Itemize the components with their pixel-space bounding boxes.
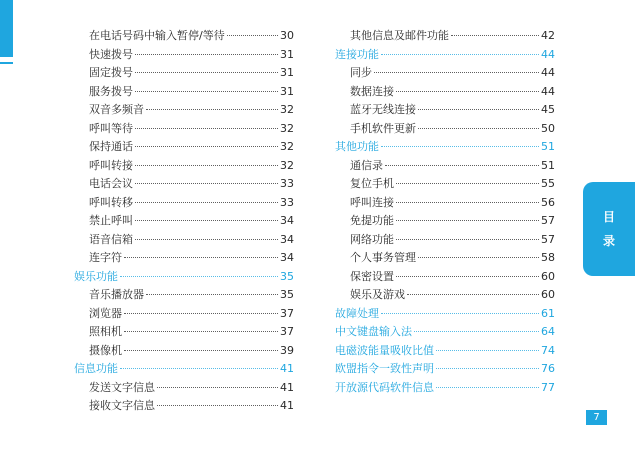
toc-section-entry[interactable] [335, 360, 555, 379]
dot-leader [124, 313, 278, 314]
toc-section-entry[interactable] [335, 379, 555, 398]
dot-leader [135, 72, 278, 73]
toc-entry-page: 34 [280, 251, 294, 264]
toc-entry-title: 其他功能 [335, 140, 379, 153]
dot-leader [451, 35, 539, 36]
dot-leader [396, 202, 539, 203]
toc-entry-page: 41 [280, 380, 294, 394]
toc-entry[interactable] [74, 249, 294, 268]
toc-entry-page: 74 [541, 343, 555, 357]
dot-leader [396, 91, 539, 92]
toc-entry-page: 32 [280, 103, 294, 116]
toc-entry[interactable] [74, 286, 294, 305]
dot-leader [396, 220, 539, 221]
toc-entry-page: 44 [541, 84, 555, 98]
toc-entry[interactable] [74, 323, 294, 342]
toc-entry-page: 32 [280, 158, 294, 172]
dot-leader [135, 146, 278, 147]
toc-entry-title: 发送文字信息 [89, 380, 155, 394]
toc-entry-page: 35 [280, 288, 294, 301]
toc-entry-page: 77 [541, 380, 555, 394]
toc-section-entry[interactable] [74, 360, 294, 379]
toc-entry-title: 照相机 [89, 325, 122, 338]
dot-leader [396, 276, 539, 277]
toc-entry-title: 娱乐及游戏 [350, 288, 405, 301]
toc-entry-title: 免提功能 [350, 214, 394, 227]
toc-entry-page: 32 [280, 121, 294, 135]
dot-leader [135, 128, 278, 129]
toc-entry[interactable] [335, 27, 555, 46]
toc-entry-title: 呼叫转接 [89, 158, 133, 172]
toc-entry[interactable] [335, 120, 555, 139]
dot-leader [124, 350, 278, 351]
toc-entry-page: 35 [280, 269, 294, 283]
toc-entry-page: 50 [541, 121, 555, 135]
toc-entry-title: 蓝牙无线连接 [350, 103, 416, 116]
dot-leader [374, 72, 539, 73]
toc-entry-title: 手机软件更新 [350, 121, 416, 135]
toc-entry-page: 44 [541, 66, 555, 79]
toc-entry-title: 中文键盘输入法 [335, 325, 412, 338]
toc-entry-page: 33 [280, 195, 294, 209]
dot-leader [385, 165, 539, 166]
dot-leader [120, 368, 278, 369]
dot-leader [436, 387, 539, 388]
dot-leader [135, 183, 278, 184]
toc-entry[interactable] [74, 231, 294, 250]
toc-entry-title: 固定拨号 [89, 66, 133, 79]
toc-entry-page: 34 [280, 214, 294, 227]
dot-leader [381, 54, 539, 55]
toc-entry-title: 个人事务管理 [350, 251, 416, 264]
toc-entry-title: 连字符 [89, 251, 122, 264]
toc-entry-title: 快速拨号 [89, 47, 133, 61]
dot-leader [418, 128, 539, 129]
toc-entry[interactable] [335, 286, 555, 305]
toc-entry[interactable] [74, 101, 294, 120]
toc-section-entry[interactable] [74, 268, 294, 287]
side-tab-char: 录 [602, 234, 615, 248]
toc-entry-title: 连接功能 [335, 47, 379, 61]
toc-entry[interactable] [335, 83, 555, 102]
toc-entry-page: 45 [541, 103, 555, 116]
toc-section-entry[interactable] [335, 305, 555, 324]
toc-entry-title: 保持通话 [89, 140, 133, 153]
toc-entry-page: 60 [541, 269, 555, 283]
dot-leader [418, 257, 539, 258]
toc-entry[interactable] [74, 194, 294, 213]
toc-section-entry[interactable] [335, 138, 555, 157]
toc-entry-page: 31 [280, 47, 294, 61]
toc-entry[interactable] [335, 101, 555, 120]
toc-entry-title: 电话会议 [89, 177, 133, 190]
toc-entry-title: 故障处理 [335, 306, 379, 320]
toc-entry-title: 娱乐功能 [74, 269, 118, 283]
dot-leader [124, 257, 278, 258]
toc-entry[interactable] [335, 157, 555, 176]
toc-entry[interactable] [74, 120, 294, 139]
toc-entry-title: 通信录 [350, 158, 383, 172]
dot-leader [414, 331, 539, 332]
toc-entry-page: 51 [541, 140, 555, 153]
toc-entry-title: 电磁波能量吸收比值 [335, 343, 434, 357]
toc-entry[interactable] [335, 175, 555, 194]
toc-entry-page: 34 [280, 232, 294, 246]
toc-entry-title: 服务拨号 [89, 84, 133, 98]
dot-leader [396, 239, 539, 240]
toc-entry[interactable] [74, 27, 294, 46]
toc-entry-title: 呼叫等待 [89, 121, 133, 135]
dot-leader [407, 294, 539, 295]
corner-accent-bar [0, 0, 13, 57]
dot-leader [436, 368, 539, 369]
toc-entry[interactable] [335, 231, 555, 250]
toc-entry-page: 31 [280, 84, 294, 98]
dot-leader [381, 146, 539, 147]
toc-entry[interactable] [335, 64, 555, 83]
toc-entry[interactable] [74, 83, 294, 102]
toc-right-column [335, 27, 555, 397]
dot-leader [418, 109, 539, 110]
dot-leader [381, 313, 539, 314]
toc-entry-title: 接收文字信息 [89, 399, 155, 412]
toc-entry[interactable] [74, 212, 294, 231]
toc-entry-page: 56 [541, 195, 555, 209]
toc-section-entry[interactable] [335, 323, 555, 342]
toc-entry[interactable] [74, 138, 294, 157]
toc-entry-page: 44 [541, 47, 555, 61]
toc-entry[interactable] [335, 268, 555, 287]
toc-entry-title: 保密设置 [350, 269, 394, 283]
toc-entry[interactable] [335, 212, 555, 231]
page-number: 7 [586, 410, 607, 425]
toc-entry-page: 57 [541, 214, 555, 227]
dot-leader [120, 276, 278, 277]
dot-leader [135, 239, 278, 240]
toc-entry-page: 32 [280, 140, 294, 153]
toc-entry[interactable] [74, 397, 294, 416]
toc-entry-title: 其他信息及邮件功能 [350, 29, 449, 42]
dot-leader [124, 331, 278, 332]
toc-entry-title: 禁止呼叫 [89, 214, 133, 227]
toc-section-entry[interactable] [335, 342, 555, 361]
contents-side-tab [583, 182, 635, 276]
toc-entry-page: 58 [541, 251, 555, 264]
toc-entry-page: 51 [541, 158, 555, 172]
toc-entry[interactable] [74, 46, 294, 65]
toc-entry[interactable] [74, 175, 294, 194]
toc-entry-page: 55 [541, 177, 555, 190]
dot-leader [135, 54, 278, 55]
toc-entry-page: 42 [541, 29, 555, 42]
toc-entry-title: 信息功能 [74, 362, 118, 375]
toc-entry-title: 呼叫连接 [350, 195, 394, 209]
dot-leader [157, 405, 278, 406]
toc-entry-title: 复位手机 [350, 177, 394, 190]
toc-entry-title: 在电话号码中输入暂停/等待 [89, 29, 225, 42]
toc-entry-page: 57 [541, 232, 555, 246]
toc-entry-page: 37 [280, 306, 294, 320]
toc-entry-page: 31 [280, 66, 294, 79]
dot-leader [146, 294, 278, 295]
toc-entry-title: 开放源代码软件信息 [335, 380, 434, 394]
toc-entry[interactable] [74, 305, 294, 324]
toc-entry-page: 64 [541, 325, 555, 338]
dot-leader [227, 35, 278, 36]
toc-entry-title: 欧盟指令一致性声明 [335, 362, 434, 375]
dot-leader [157, 387, 278, 388]
toc-entry-title: 浏览器 [89, 306, 122, 320]
toc-entry-title: 语音信箱 [89, 232, 133, 246]
toc-entry-page: 37 [280, 325, 294, 338]
toc-entry-page: 76 [541, 362, 555, 375]
toc-entry[interactable] [74, 379, 294, 398]
dot-leader [135, 91, 278, 92]
toc-entry-title: 音乐播放器 [89, 288, 144, 301]
toc-entry-page: 33 [280, 177, 294, 190]
side-tab-char: 目 [602, 210, 615, 224]
toc-entry-title: 同步 [350, 66, 372, 79]
dot-leader [135, 165, 278, 166]
dot-leader [436, 350, 539, 351]
toc-entry[interactable] [335, 194, 555, 213]
toc-entry-page: 60 [541, 288, 555, 301]
toc-entry-title: 呼叫转移 [89, 195, 133, 209]
toc-entry-title: 摄像机 [89, 343, 122, 357]
dot-leader [396, 183, 539, 184]
dot-leader [146, 109, 278, 110]
toc-entry-page: 61 [541, 306, 555, 320]
toc-entry-page: 30 [280, 29, 294, 42]
toc-entry-page: 41 [280, 399, 294, 412]
toc-entry-title: 数据连接 [350, 84, 394, 98]
toc-entry[interactable] [74, 64, 294, 83]
toc-entry-title: 双音多频音 [89, 103, 144, 116]
dot-leader [135, 202, 278, 203]
toc-entry-page: 39 [280, 343, 294, 357]
corner-accent-line [0, 62, 13, 64]
toc-entry-page: 41 [280, 362, 294, 375]
dot-leader [135, 220, 278, 221]
toc-entry[interactable] [335, 249, 555, 268]
toc-left-column [74, 27, 294, 416]
toc-entry[interactable] [74, 157, 294, 176]
toc-section-entry[interactable] [335, 46, 555, 65]
toc-entry[interactable] [74, 342, 294, 361]
toc-entry-title: 网络功能 [350, 232, 394, 246]
